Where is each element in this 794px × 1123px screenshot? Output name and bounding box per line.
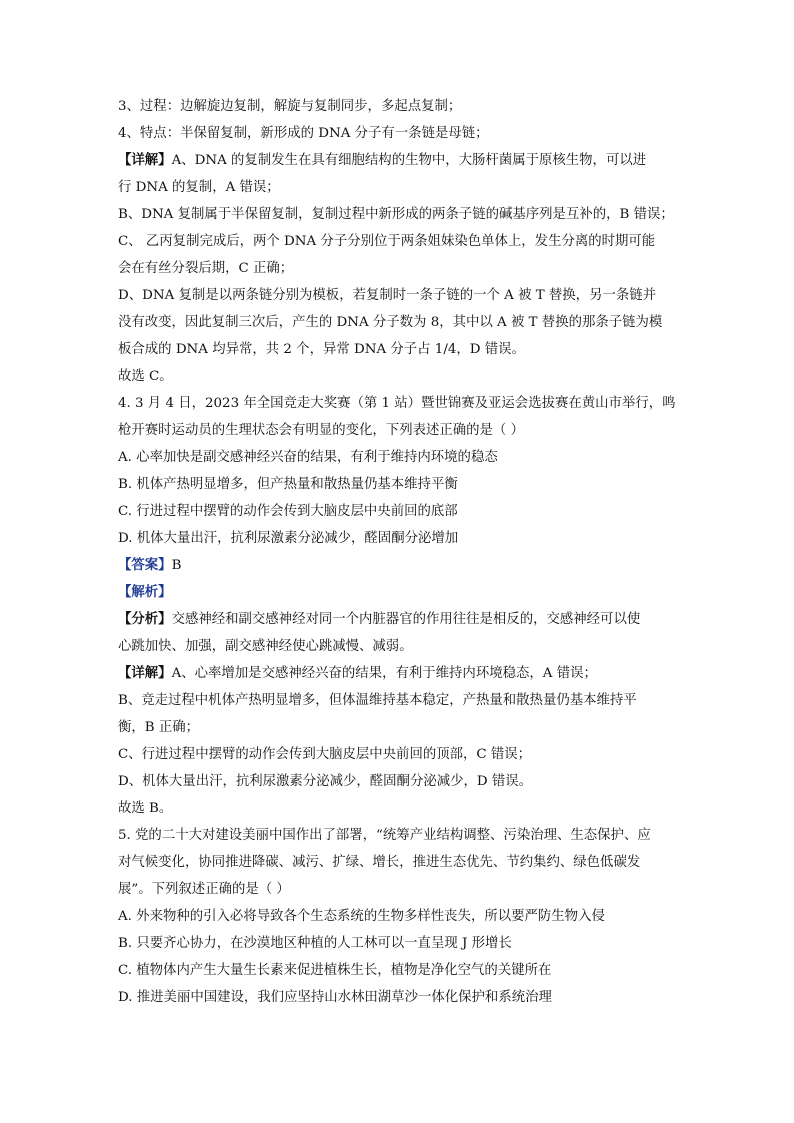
- line-text: A. 心率加快是副交感神经兴奋的结果，有利于维持内环境的稳态: [118, 450, 498, 465]
- section-tag: 【分析】: [118, 611, 172, 627]
- text-line: [118, 903, 678, 930]
- text-line: [118, 687, 678, 714]
- line-text: 5. 党的二十大对建设美丽中国作出了部署，“统筹产业结构调整、污染治理、生态保护、应: [118, 828, 651, 843]
- text-line: [118, 417, 678, 444]
- section-tag: 【解析】: [118, 584, 172, 600]
- line-text: 会在有丝分裂后期，C 正确；: [118, 261, 294, 276]
- line-text: 没有改变，因此复制三次后，产生的 DNA 分子数为 8，其中以 A 被 T 替换的那条子链为模: [118, 315, 663, 330]
- document-body: [118, 93, 678, 1011]
- text-line: [118, 714, 678, 741]
- line-text: 对气候变化，协同推进降碳、减污、扩绿、增长，推进生态优先、节约集约、绿色低碳发: [118, 855, 641, 870]
- line-text: D、DNA 复制是以两条链分别为模板，若复制时一条子链的一个 A 被 T 替换，另一条链并: [118, 288, 657, 303]
- line-text: D. 推进美丽中国建设，我们应坚持山水林田湖草沙一体化保护和系统治理: [118, 990, 552, 1005]
- line-text: 板合成的 DNA 均异常，共 2 个，异常 DNA 分子占 1/4，D 错误。: [118, 342, 525, 357]
- text-line: [118, 552, 678, 579]
- line-text: 故选 C。: [118, 369, 173, 384]
- section-tag: 【答案】: [118, 557, 172, 573]
- line-text: 衡，B 正确；: [118, 720, 200, 735]
- line-text: B. 机体产热明显增多，但产热量和散热量仍基本维持平衡: [118, 477, 458, 492]
- text-line: [118, 741, 678, 768]
- text-line: [118, 471, 678, 498]
- line-text: A、心率增加是交感神经兴奋的结果，有利于维持内环境稳态，A 错误；: [171, 666, 597, 681]
- text-line: [118, 579, 678, 606]
- text-line: [118, 606, 678, 633]
- line-text: B、竞走过程中机体产热明显增多，但体温维持基本稳定，产热量和散热量仍基本维持平: [118, 693, 637, 708]
- line-text: 3、过程：边解旋边复制，解旋与复制同步，多起点复制；: [118, 99, 462, 114]
- section-tag: 【详解】: [118, 152, 172, 168]
- text-line: [118, 363, 678, 390]
- line-text: 行 DNA 的复制，A 错误；: [118, 180, 280, 195]
- text-line: [118, 255, 678, 282]
- line-text: 交感神经和副交感神经对同一个内脏器官的作用往往是相反的，交感神经可以使: [171, 612, 641, 627]
- text-line: [118, 822, 678, 849]
- text-line: [118, 228, 678, 255]
- line-text: 故选 B。: [118, 801, 173, 816]
- line-text: A、DNA 的复制发生在具有细胞结构的生物中，大肠杆菌属于原核生物，可以进: [171, 153, 647, 168]
- text-line: [118, 120, 678, 147]
- text-line: [118, 795, 678, 822]
- line-text: B. 只要齐心协力，在沙漠地区种植的人工林可以一直呈现 J 形增长: [118, 936, 512, 951]
- text-line: [118, 984, 678, 1011]
- line-text: B、DNA 复制属于半保留复制，复制过程中新形成的两条子链的碱基序列是互补的，B 错误；: [118, 207, 674, 222]
- text-line: [118, 282, 678, 309]
- text-line: [118, 957, 678, 984]
- text-line: [118, 444, 678, 471]
- line-text: B: [171, 558, 182, 573]
- text-line: [118, 660, 678, 687]
- line-text: D. 机体大量出汗，抗利尿激素分泌减少，醛固酮分泌增加: [118, 531, 459, 546]
- text-line: [118, 498, 678, 525]
- text-line: [118, 147, 678, 174]
- line-text: 4. 3 月 4 日，2023 年全国竞走大奖赛（第 1 站）暨世锦赛及亚运会选拔赛在黄山市举行，鸣: [118, 396, 676, 411]
- text-line: [118, 336, 678, 363]
- line-text: 4、特点：半保留复制，新形成的 DNA 分子有一条链是母链；: [118, 126, 489, 141]
- line-text: C. 行进过程中摆臂的动作会传到大脑皮层中央前回的底部: [118, 504, 458, 519]
- text-line: [118, 849, 678, 876]
- text-line: [118, 525, 678, 552]
- line-text: 展”。下列叙述正确的是（ ）: [118, 882, 290, 897]
- text-line: [118, 174, 678, 201]
- text-line: [118, 768, 678, 795]
- line-text: D、机体大量出汗，抗利尿激素分泌减少，醛固酮分泌减少，D 错误。: [118, 774, 533, 789]
- line-text: C. 植物体内产生大量生长素来促进植株生长，植物是净化空气的关键所在: [118, 963, 552, 978]
- text-line: [118, 201, 678, 228]
- text-line: [118, 93, 678, 120]
- text-line: [118, 309, 678, 336]
- text-line: [118, 930, 678, 957]
- section-tag: 【详解】: [118, 665, 172, 681]
- line-text: A. 外来物种的引入必将导致各个生态系统的生物多样性丧失，所以要严防生物入侵: [118, 909, 605, 924]
- line-text: 心跳加快、加强，副交感神经使心跳减慢、减弱。: [118, 639, 413, 654]
- line-text: C、行进过程中摆臂的动作会传到大脑皮层中央前回的顶部，C 错误；: [118, 747, 532, 762]
- line-text: C、 乙丙复制完成后，两个 DNA 分子分别位于两条姐妹染色单体上，发生分离的时期可能: [118, 234, 656, 249]
- text-line: [118, 390, 678, 417]
- line-text: 枪开赛时运动员的生理状态会有明显的变化，下列表述正确的是（ ）: [118, 423, 524, 438]
- text-line: [118, 876, 678, 903]
- text-line: [118, 633, 678, 660]
